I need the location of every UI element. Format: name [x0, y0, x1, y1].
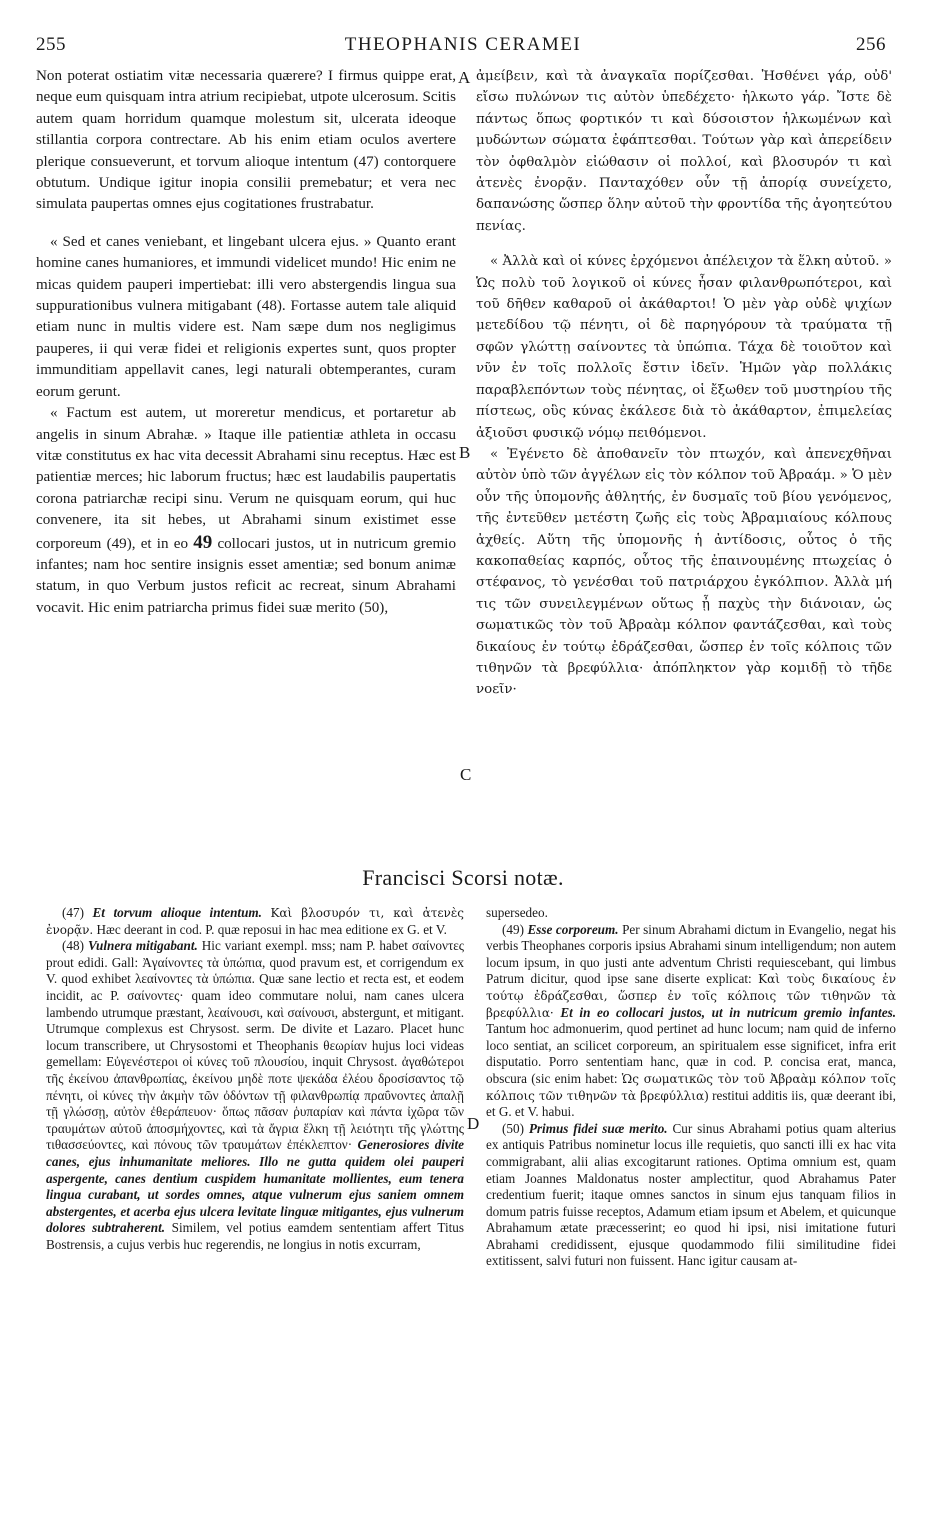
note-lemma: Esse corporeum. — [527, 921, 619, 937]
running-title: THEOPHANIS CERAMEI — [344, 34, 582, 55]
note-text: Tantum hoc admonuerim, quod pertinet ad hunc locum; nam quid de inferno loco sentiat, an scilicet corporeum, an spiritualem esse significet, infra erit disputatio. Porro sententiam hanc, quæ in cod. P. concisa erat, manca, obscura (sic enim habet: — [486, 1021, 896, 1086]
margin-letter-c: C — [460, 765, 472, 784]
note-label: (47) — [62, 905, 84, 920]
note-50 — [486, 1121, 896, 1270]
page-number-right: 256 — [856, 34, 886, 55]
note-48 — [46, 938, 464, 1253]
latin-paragraph-text: « Factum est autem, ut moreretur mendicus, et portaretur ab angelis in sinum Abrahæ. » Itaque ille patientiæ athleta in occasu vitæ constitutus ex hac vita decessit Abrahami sinu receptus. Hæc est patientiæ merces; hic laborum fructus; hæc est laudabilis paupertatis corona patriarchæ recipi sinu. Verum ne quisquam eorum, qui huc convenere, ita sit hebes, ut Abrahami sinum existimet esse corporeum (49), et in eo — [36, 405, 456, 552]
notes-left-column — [46, 905, 464, 1253]
note-text: ) restitui additis iis, quæ deerant ibi, et G. et V. habui. — [486, 1087, 896, 1120]
note-text: Similem, vel potius eamdem sententiam affert Titus Bostrensis, a cujus verbis huc regerendis, ne longius in notis excurram, — [46, 1220, 464, 1252]
note-lemma: Vulnera mitigabant. — [87, 938, 198, 954]
note-lemma: Primus fidei suæ merito. — [528, 1120, 668, 1136]
margin-letter-d: D — [467, 1114, 480, 1133]
page-number-left: 255 — [36, 34, 66, 55]
latin-paragraph — [36, 403, 456, 619]
latin-paragraph: Non poterat ostiatim vitæ necessaria quærere? I firmus quippe erat, neque eum quisquam intra atrium recipiebat, utpote ulcerosum. Scitis autem quam horridum quamque molestum sit, ulcerata ideoque stillantia corpora contrectare. Ab his enim etiam oculos avertere plerique consueverunt, et torvum alioque intentum (47) contorquere obtutum. Undique igitur inopia consilii premebatur; et vera nec simulata paupertas omnes ejus cogitationes frustrabatur. — [36, 68, 456, 213]
margin-letter-b: B — [459, 443, 471, 462]
latin-paragraph: « Sed et canes veniebant, et lingebant ulcera ejus. » Quanto erant homine canes humaniores, et immundi videlicet mundo! Hic enim ne micas quidem pauperi impertiebat: illi vero abstergendis lingua sua suppurationibus vulnera mitigabant (48). Fortasse autem tale aliquid etiam nunc in multis videre est. Nam sæpe dum nos negligimus pauperes, ii qui veræ fidei et religionis expertes sunt, quos propter immunditiam appellavit canes, legi naturali obtemperantes, curam eorum gerunt. — [36, 233, 456, 400]
greek-paragraph: « Ἐγένετο δὲ ἀποθανεῖν τὸν πτωχόν, καὶ ἀπενεχθῆναι αὐτὸν ὑπὸ τῶν ἀγγέλων εἰς τὸν κόλπον τοῦ Ἀβραάμ. » Ὁ μὲν οὖν τῆς ὑπομονῆς ἀθλητής, ἐν δυσμαῖς τοῦ βίου γενόμενος, τῆς ἐντεῦθεν μετέστη ζωῆς εἰς τοὺς Ἀβραμιαίους κόλπους ἀχθείς. Αὕτη τῆς ὑπομονῆς ἡ ἀντίδοσις, οὗτος ὁ τῆς κακοπαθείας καρπός, οὗτος τῆς ἐπαινουμένης πτωχείας ὁ στέφανος, τὸ γενέσθαι τοῦ πατριάρχου ἐγκόλπιον. Ἀλλὰ μή τις τῶν συνειλεγμένων οὕτως ᾖ παχὺς τὴν διάνοιαν, ὡς σωματικῶς τὸν τοῦ Ἀβραὰμ κόλπον φαντάζεσθαι, καὶ τοὺς δικαίους ἐν τούτῳ ἐδράζεσθαι, ὥσπερ ἐν τοῖς κόλποις τῶν τιθηνῶν τὰ βρεφύλλια· ἀπόπληκτον γὰρ κομιδῇ τὸ τῆδε νοεῖν· — [476, 446, 892, 698]
margin-letter-a: A — [458, 68, 471, 87]
note-greek: Καὶ βλοσυρόν τι, καὶ ἀτενὲς ἐνορᾷν. — [46, 906, 464, 937]
latin-paragraph-text: collocari justos, ut in nutricum gremio infantes; nam hoc sentire insignis esset amentiæ; sed bonum animæ statum, in quo Verbum justos reficit ac recreat, sinum Abrahami vocavit. Hic enim patriarcha primus fidei suæ merito (50), — [36, 535, 456, 616]
greek-column — [476, 66, 892, 701]
note-italic: Et in eo collocari justos, ut in nutricum gremio infantes. — [560, 1004, 896, 1020]
note-text: Hic variant exempl. mss; nam P. habet σαίνοντες prout edidi. Gall: Ἀγαίνοντες τὰ ὑπώπια, quod pravum est, et corrigendum ex V. quod exhibet λεαίνοντες τὰ ὑπώπια. Quæ sane lectio et recta est, et eodem incidit, ac P. σαίνοντες· quam ideo commutare nolui, nam canes ulcera lambendo utrumque præstant, λεαίνουσι, καὶ σαίνουσι, abstergunt, et mitigant. Utrumque complexus est Chrysost. serm. De divite et Lazaro. Placet hunc locum transcribere, ut Chrysostomi et Theophanis θεωρίαν hujus loci videas gemellam: Εὐγενέστεροι οἱ κύνες τοῦ πλουσίου, inquit Chrysost. ἀγαθώτεροι τῆς ἐκείνου ἀπανθρωπίας, ἐκείνου μηδὲ ποτε ψεκάδα ἐλέου δροσίσαντος τῷ πένητι, οἱ κύνες τὴν ἀκμὴν τῶν ὀδόντων τῇ φιλανθρωπίᾳ πραΰνοντες ἁπαλῇ τῇ γλώσσῃ, αὐτὸν ἐθεράπευον· ὅπως πᾶσαν ῥυπαρίαν καὶ πάντα ἰχῶρα τῶν τραυμάτων αὐτοῦ ἀποσμήχοντες, καὶ τὰ ἄγρια ἕλκη τῇ λειότητι τῆς γλώττης τιθασσεύοντες, καὶ πόνους τῶν τραυμάτων ἐπέκλεπτον· — [46, 938, 464, 1153]
note-47 — [46, 905, 464, 938]
note-text: Cur sinus Abrahami potius quam alterius ex antiquis Patribus nominetur locus ille requietis, quo sancti illi ex hac vita commigrabant, alii alias excogitarunt rationes. Optima omnium est, quam etiam Joannes Maldonatus noster amplectitur, quod Abrahamus Pater credentium fuerit; itaque omnes sanctos in sinum ejus tanquam filios in domum patris fuisse receptos, Adamum etiam ipsum et Abelem, et quicunque Abrahamum ætate præcesserint; eo quod hi ipsi, nisi imitatione futuri Abrahami credidissent, ejusque quodammodo filii similitudine fidei extitissent, salvi futuri non fuissent. Hanc igitur causam at- — [486, 1120, 896, 1269]
note-lemma: Et torvum alioque intentum. — [92, 905, 262, 920]
notes-right-column — [486, 905, 896, 1270]
marginal-column-number: 49 — [193, 531, 213, 553]
note-greek: Ὡς σωματικῶς τὸν τοῦ Ἀβραὰμ κόλπον τοῖς κόλποις τῶν τιθηνῶν τὰ βρεφύλλια — [486, 1071, 896, 1103]
note-latin-quote: Generosiores divite canes, ejus inhumanitate meliores. Illo ne gutta quidem olei pauperi aspergente, canes dentium cuspidem humanitate mollientes, eum tenera lingua curabant, ut sordes omnes, atque vulnerum ejus saniem omnem abstergentes, et acerba ejus ulcera levitate linguæ mitigantes, ejus vulnerum dolores subtraherent. — [46, 1137, 464, 1236]
note-text: Hæc deerant in cod. P. quæ reposui in hac mea editione ex G. et V. — [96, 921, 447, 937]
greek-paragraph: « Ἀλλὰ καὶ οἱ κύνες ἐρχόμενοι ἀπέλειχον τὰ ἕλκη αὐτοῦ. » Ὡς πολὺ τοῦ λογικοῦ οἱ κύνες ἦσαν φιλανθρωπότεροι, καὶ τοῦ δῆθεν καθαροῦ οἱ ἀκάθαρτοι! Ὁ μὲν γὰρ οὐδὲ ψιχίων μετεδίδου τῷ πένητι, οἱ δὲ παρηγόρουν τὰ τραύματα τῇ σφῶν γλώττῃ σαίνοντες τὰ ὑπώπια. Τάχα δὲ τοιοῦτον καὶ νῦν ἐν τοῖς πολλοῖς ἔστιν ἰδεῖν. Ἡμῶν γὰρ πολλάκις παραβλεπόντων τοὺς πένητας, οἱ ἔξωθεν τοῦ μυστηρίου τῆς πίστεως, οὓς κύνας ἐκάλεσε διὰ τὸ ἀκάθαρτον, ἐπιμελείας ἀξιοῦσι φυσικῷ νόμῳ πειθόμενοι. — [476, 254, 892, 441]
greek-paragraph: ἀμείβειν, καὶ τὰ ἀναγκαῖα πορίζεσθαι. Ἠσθένει γάρ, οὐδ' εἴσω πυλώνων τις αὐτὸν ὑπεδέχετο· ἡλκωτο γάρ. Ἴστε δὲ πάντως ὅπως φορτικόν τι καὶ δύσοιστον ἡλκωμένων καὶ μυδώντων σώματα ἐφάπτεσθαι. Τούτων γὰρ καὶ ἀπερείδειν τὸν ὀφθαλμὸν εἰώθασιν οἱ πολλοί, καὶ βλοσυρόν τι καὶ ἀτενὲς ἐνορᾷν. Πανταχόθεν οὖν τῇ ἀπορίᾳ συνείχετο, δαπανώσης ὥσπερ ὅλην αὐτοῦ τὴν φροντίδα τῆς ἀγοητεύτου πενίας. — [476, 69, 892, 234]
note-text: Per sinum Abrahami dictum in Evangelio, negat his verbis Theophanes corporis ipsius Abrahami sinum intelligendum; non autem locum ipsum, in quo justi ante adventum Christi requiescebant, qui limbus Patrum dicitur, quod ipse sane diserte explicat: — [486, 921, 896, 987]
note-greek: Καὶ τοὺς δικαίους ἐν τούτῳ ἐδράζεσθαι, ὥσπερ ἐν τοῖς κόλποις τῶν τιθηνῶν τὰ βρεφύλλια· — [486, 972, 896, 1020]
note-continuation: supersedeo. — [486, 905, 548, 920]
note-label: (50) — [502, 1120, 524, 1136]
note-label: (49) — [502, 921, 524, 937]
note-49 — [486, 922, 896, 1121]
notes-title: Francisci Scorsi notæ. — [362, 865, 564, 890]
note-label: (48) — [62, 938, 84, 954]
latin-column — [36, 66, 456, 619]
